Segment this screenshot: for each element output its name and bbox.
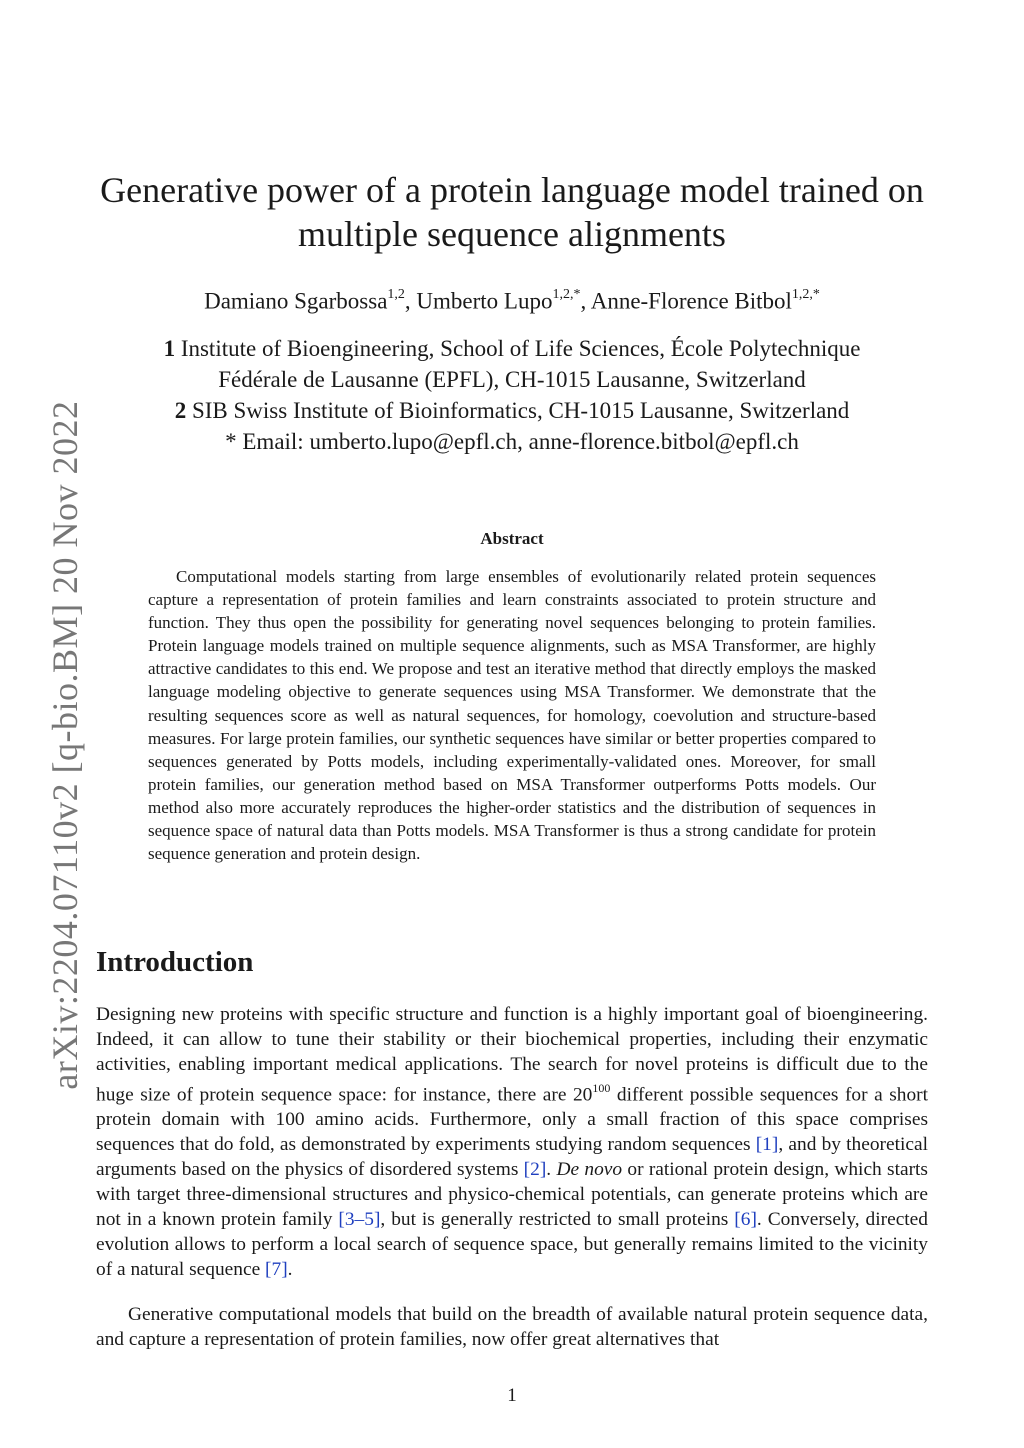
text-run: Designing new proteins with specific structure and function is a highly important goal of bioengineering. Indeed, it can allow to tune their stability or their biochemical properties, including their enzymatic activities, enabling important medical applications. The search for novel proteins is difficult due to the huge size of protein sequence space: for instance, there are 20	[96, 1004, 928, 1106]
text-run: .	[287, 1259, 293, 1281]
introduction-paragraph-1	[96, 1002, 928, 1282]
text-run: .	[546, 1159, 557, 1181]
citation-link[interactable]: [6]	[734, 1209, 757, 1231]
affiliation-1	[96, 333, 928, 364]
author-name: Anne-Florence Bitbol	[590, 288, 792, 314]
title-line-1: Generative power of a protein language model trained on	[100, 170, 924, 210]
citation-link[interactable]: [1]	[755, 1134, 779, 1156]
title-line-2: multiple sequence alignments	[298, 214, 726, 254]
citation-link[interactable]: [2]	[523, 1159, 547, 1181]
affiliation-1-cont: Fédérale de Lausanne (EPFL), CH-1015 Lausanne, Switzerland	[218, 367, 806, 392]
author-list: Damiano Sgarbossa$^{1,2}$, Umberto Lupo$^{1,2,*}$, Anne-Florence Bitbol$^{1,2,*}$	[204, 287, 820, 314]
author-affiliation-marker: 1,2,*	[552, 287, 581, 302]
affiliation-number: 2	[174, 398, 187, 423]
contact-email: * Email: umberto.lupo@epfl.ch, anne-florence.bitbol@epfl.ch	[225, 429, 799, 454]
text-run: , but is generally restricted to small proteins	[380, 1209, 735, 1231]
introduction-heading: Introduction	[96, 946, 254, 978]
page-number: 1	[507, 1385, 517, 1406]
text-run: . Conversely, directed evolution allows to perform a local search of sequence space, but generally remains limited to the vicinity of a natural sequence	[96, 1209, 928, 1281]
emphasis-text: De novo	[556, 1159, 623, 1181]
author-name: Umberto Lupo	[416, 288, 553, 314]
exponent: 100	[592, 1081, 611, 1095]
text-run: , and by theoretical arguments based on the physics of disordered systems	[96, 1134, 928, 1181]
text-run: different possible sequences for a short protein domain with 100 amino acids. Furthermore, only a small fraction of this space comprises sequences that do fold, as demonstrated by experiments studying random sequences	[96, 1084, 928, 1156]
affiliation-number: 1	[163, 336, 176, 361]
author-name: Damiano Sgarbossa	[204, 288, 388, 314]
affiliation-text: Institute of Bioengineering, School of Life Sciences, École Polytechnique	[180, 336, 861, 361]
arxiv-identifier-stamp: arXiv:2204.07110v2 [q-bio.BM] 20 Nov 2022	[45, 400, 85, 1090]
citation-link[interactable]: [7]	[265, 1259, 288, 1281]
text-run: or rational protein design, which starts with target three-dimensional structures and physico-chemical potentials, can generate proteins which are not in a known protein family	[96, 1159, 928, 1231]
affiliations	[96, 333, 928, 457]
paper-title	[96, 168, 928, 256]
abstract-text: Computational models starting from large ensembles of evolutionarily related protein sequences capture a representation of protein families and learn constraints associated to protein structure and function. They thus open the possibility for generating novel sequences belonging to protein families. Protein language models trained on multiple sequence alignments, such as MSA Transformer, are highly attractive candidates to this end. We propose and test an iterative method that directly employs the masked language modeling objective to generate sequences using MSA Transformer. We demonstrate that the resulting sequences score as well as natural sequences, for homology, coevolution and structure-based measures. For large protein families, our synthetic sequences have similar or better properties compared to sequences generated by Potts models, including experimentally-validated ones. Moreover, for small protein families, our generation method based on MSA Transformer outperforms Potts models. Our method also more accurately reproduces the higher-order statistics and the distribution of sequences in sequence space of natural data than Potts models. MSA Transformer is thus a strong candidate for protein sequence generation and protein design.	[148, 567, 876, 864]
affiliation-2	[96, 395, 928, 426]
citation-link[interactable]: [3–5]	[338, 1209, 381, 1231]
abstract-heading: Abstract	[480, 529, 544, 548]
affiliation-text: SIB Swiss Institute of Bioinformatics, CH-1015 Lausanne, Switzerland	[191, 398, 850, 423]
introduction-paragraph-2: Generative computational models that build on the breadth of available natural protein sequence data, and capture a representation of protein families, now offer great alternatives that	[96, 1304, 928, 1350]
author-affiliation-marker: 1,2,*	[791, 287, 820, 302]
author-affiliation-marker: 1,2	[387, 287, 405, 302]
